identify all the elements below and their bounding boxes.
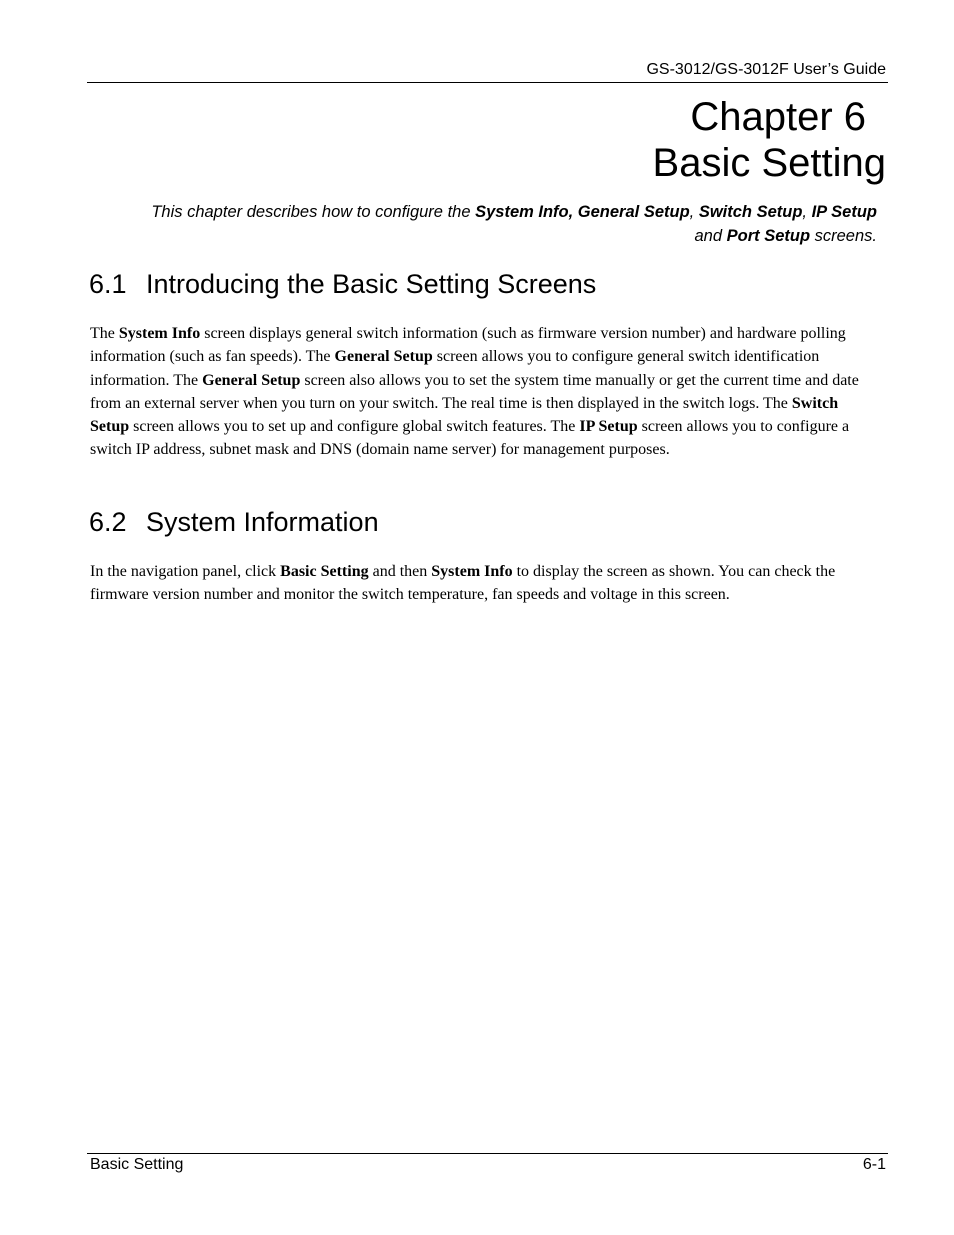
intro-bold: Port Setup: [726, 227, 811, 245]
section-6-2-paragraph: [90, 560, 880, 607]
section-heading-6-2: [89, 506, 379, 538]
intro-bold: System Info, General Setup: [475, 203, 690, 221]
chapter-intro: [97, 200, 877, 248]
chapter-label: Chapter 6: [690, 95, 866, 139]
intro-text: and: [694, 227, 727, 245]
body-text: screen displays general switch information (such as firmware version number) and hardware polling information (such as fan speeds). The: [90, 325, 846, 366]
body-text: screen allows you to configure a switch IP address, subnet mask and DNS (domain name server) for management purposes.: [90, 418, 850, 459]
body-bold: IP Setup: [579, 418, 638, 436]
footer-page-number: 6-1: [862, 1156, 886, 1173]
footer-chapter-name: Basic Setting: [90, 1156, 184, 1173]
footer-rule: [87, 1153, 888, 1154]
body-text: and then: [368, 563, 432, 580]
section-title: System Information: [146, 507, 379, 537]
running-header: GS-3012/GS-3012F User’s Guide: [646, 61, 886, 78]
body-text: screen allows you to configure general switch identification information. The: [90, 348, 820, 389]
section-number: 6.1: [89, 269, 127, 299]
intro-bold: IP Setup: [811, 203, 877, 221]
body-text: In the navigation panel, click: [90, 563, 281, 580]
chapter-heading: [186, 94, 886, 186]
body-bold: System Info: [118, 325, 201, 342]
section-heading-6-1: [89, 268, 596, 300]
body-text: The: [90, 325, 119, 342]
body-bold: Basic Setting: [280, 563, 369, 580]
body-bold: General Setup: [334, 348, 433, 366]
intro-bold: Switch Setup: [698, 203, 803, 221]
intro-text: ,: [689, 203, 699, 221]
body-text: screen also allows you to set the system time manually or get the current time and date from an external server when you turn on your switch. The real time is then displayed in the switch logs. The: [90, 371, 859, 412]
section-title: Introducing the Basic Setting Screens: [146, 269, 597, 299]
body-bold: System Info: [431, 563, 513, 580]
body-text: to display the screen as shown. You can check the firmware version number and monitor the switch temperature, fan speeds and voltage in this screen.: [90, 563, 836, 604]
body-bold: Switch Setup: [90, 394, 839, 436]
header-rule: [87, 82, 888, 83]
intro-text: screens.: [810, 227, 877, 245]
section-6-1-paragraph: [90, 322, 880, 462]
intro-text: This chapter describes how to configure the: [151, 203, 476, 221]
intro-text: ,: [802, 203, 812, 221]
chapter-title: Basic Setting: [652, 141, 886, 185]
body-text: screen allows you to set up and configure global switch features. The: [129, 418, 580, 436]
section-number: 6.2: [89, 507, 127, 537]
body-bold: General Setup: [202, 371, 301, 389]
